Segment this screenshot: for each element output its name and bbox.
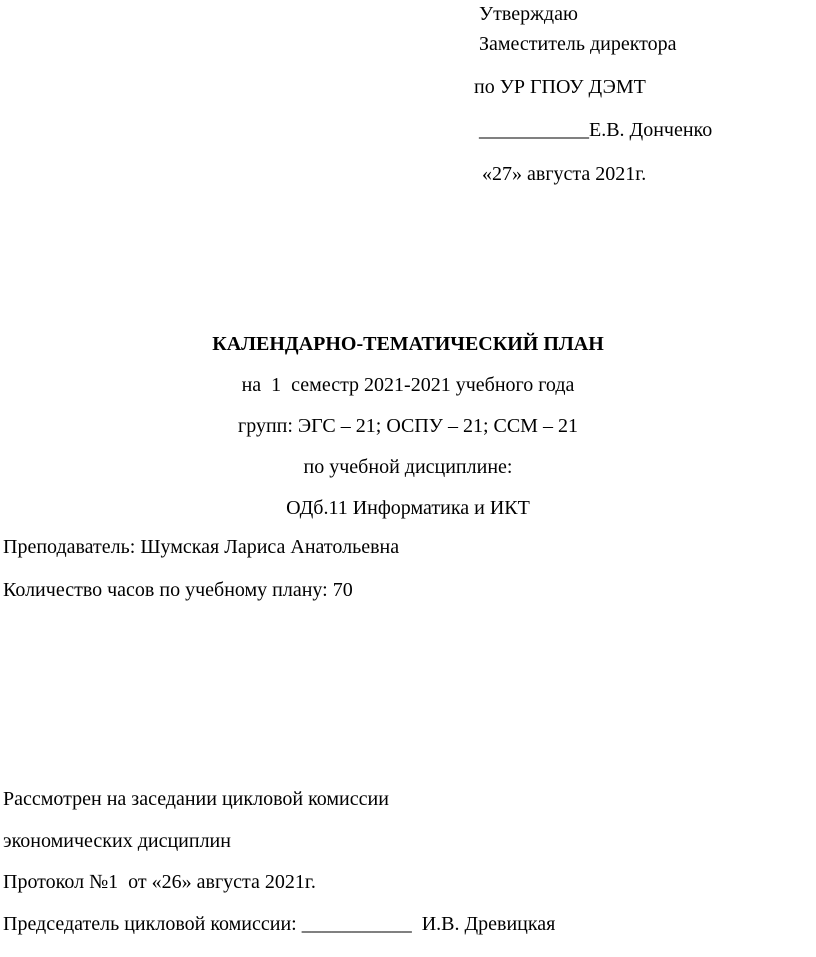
semester-line: на 1 семестр 2021-2021 учебного года (241, 374, 575, 396)
commission-line: экономических дисциплин (3, 830, 231, 852)
document-title: КАЛЕНДАРНО-ТЕМАТИЧЕСКИЙ ПЛАН (212, 333, 604, 355)
approver-signature: ___________Е.В. Донченко (479, 119, 713, 141)
approver-organization: по УР ГПОУ ДЭМТ (474, 76, 646, 98)
discipline-label: по учебной дисциплине: (303, 456, 513, 478)
groups-line: групп: ЭГС – 21; ОСПУ – 21; ССМ – 21 (238, 415, 578, 437)
approver-position: Заместитель директора (479, 33, 677, 55)
approval-date: «27» августа 2021г. (482, 163, 647, 185)
teacher-line: Преподаватель: Шумская Лариса Анатольевна (3, 536, 400, 558)
discipline-name: ОДб.11 Информатика и ИКТ (286, 497, 530, 519)
protocol-line: Протокол №1 от «26» августа 2021г. (3, 871, 316, 893)
approve-text: Утверждаю (479, 3, 578, 25)
review-line: Рассмотрен на заседании цикловой комиссии (3, 788, 389, 810)
hours-line: Количество часов по учебному плану: 70 (3, 579, 353, 601)
chairman-line: Председатель цикловой комиссии: ___________ И.В. Древицкая (3, 913, 556, 935)
